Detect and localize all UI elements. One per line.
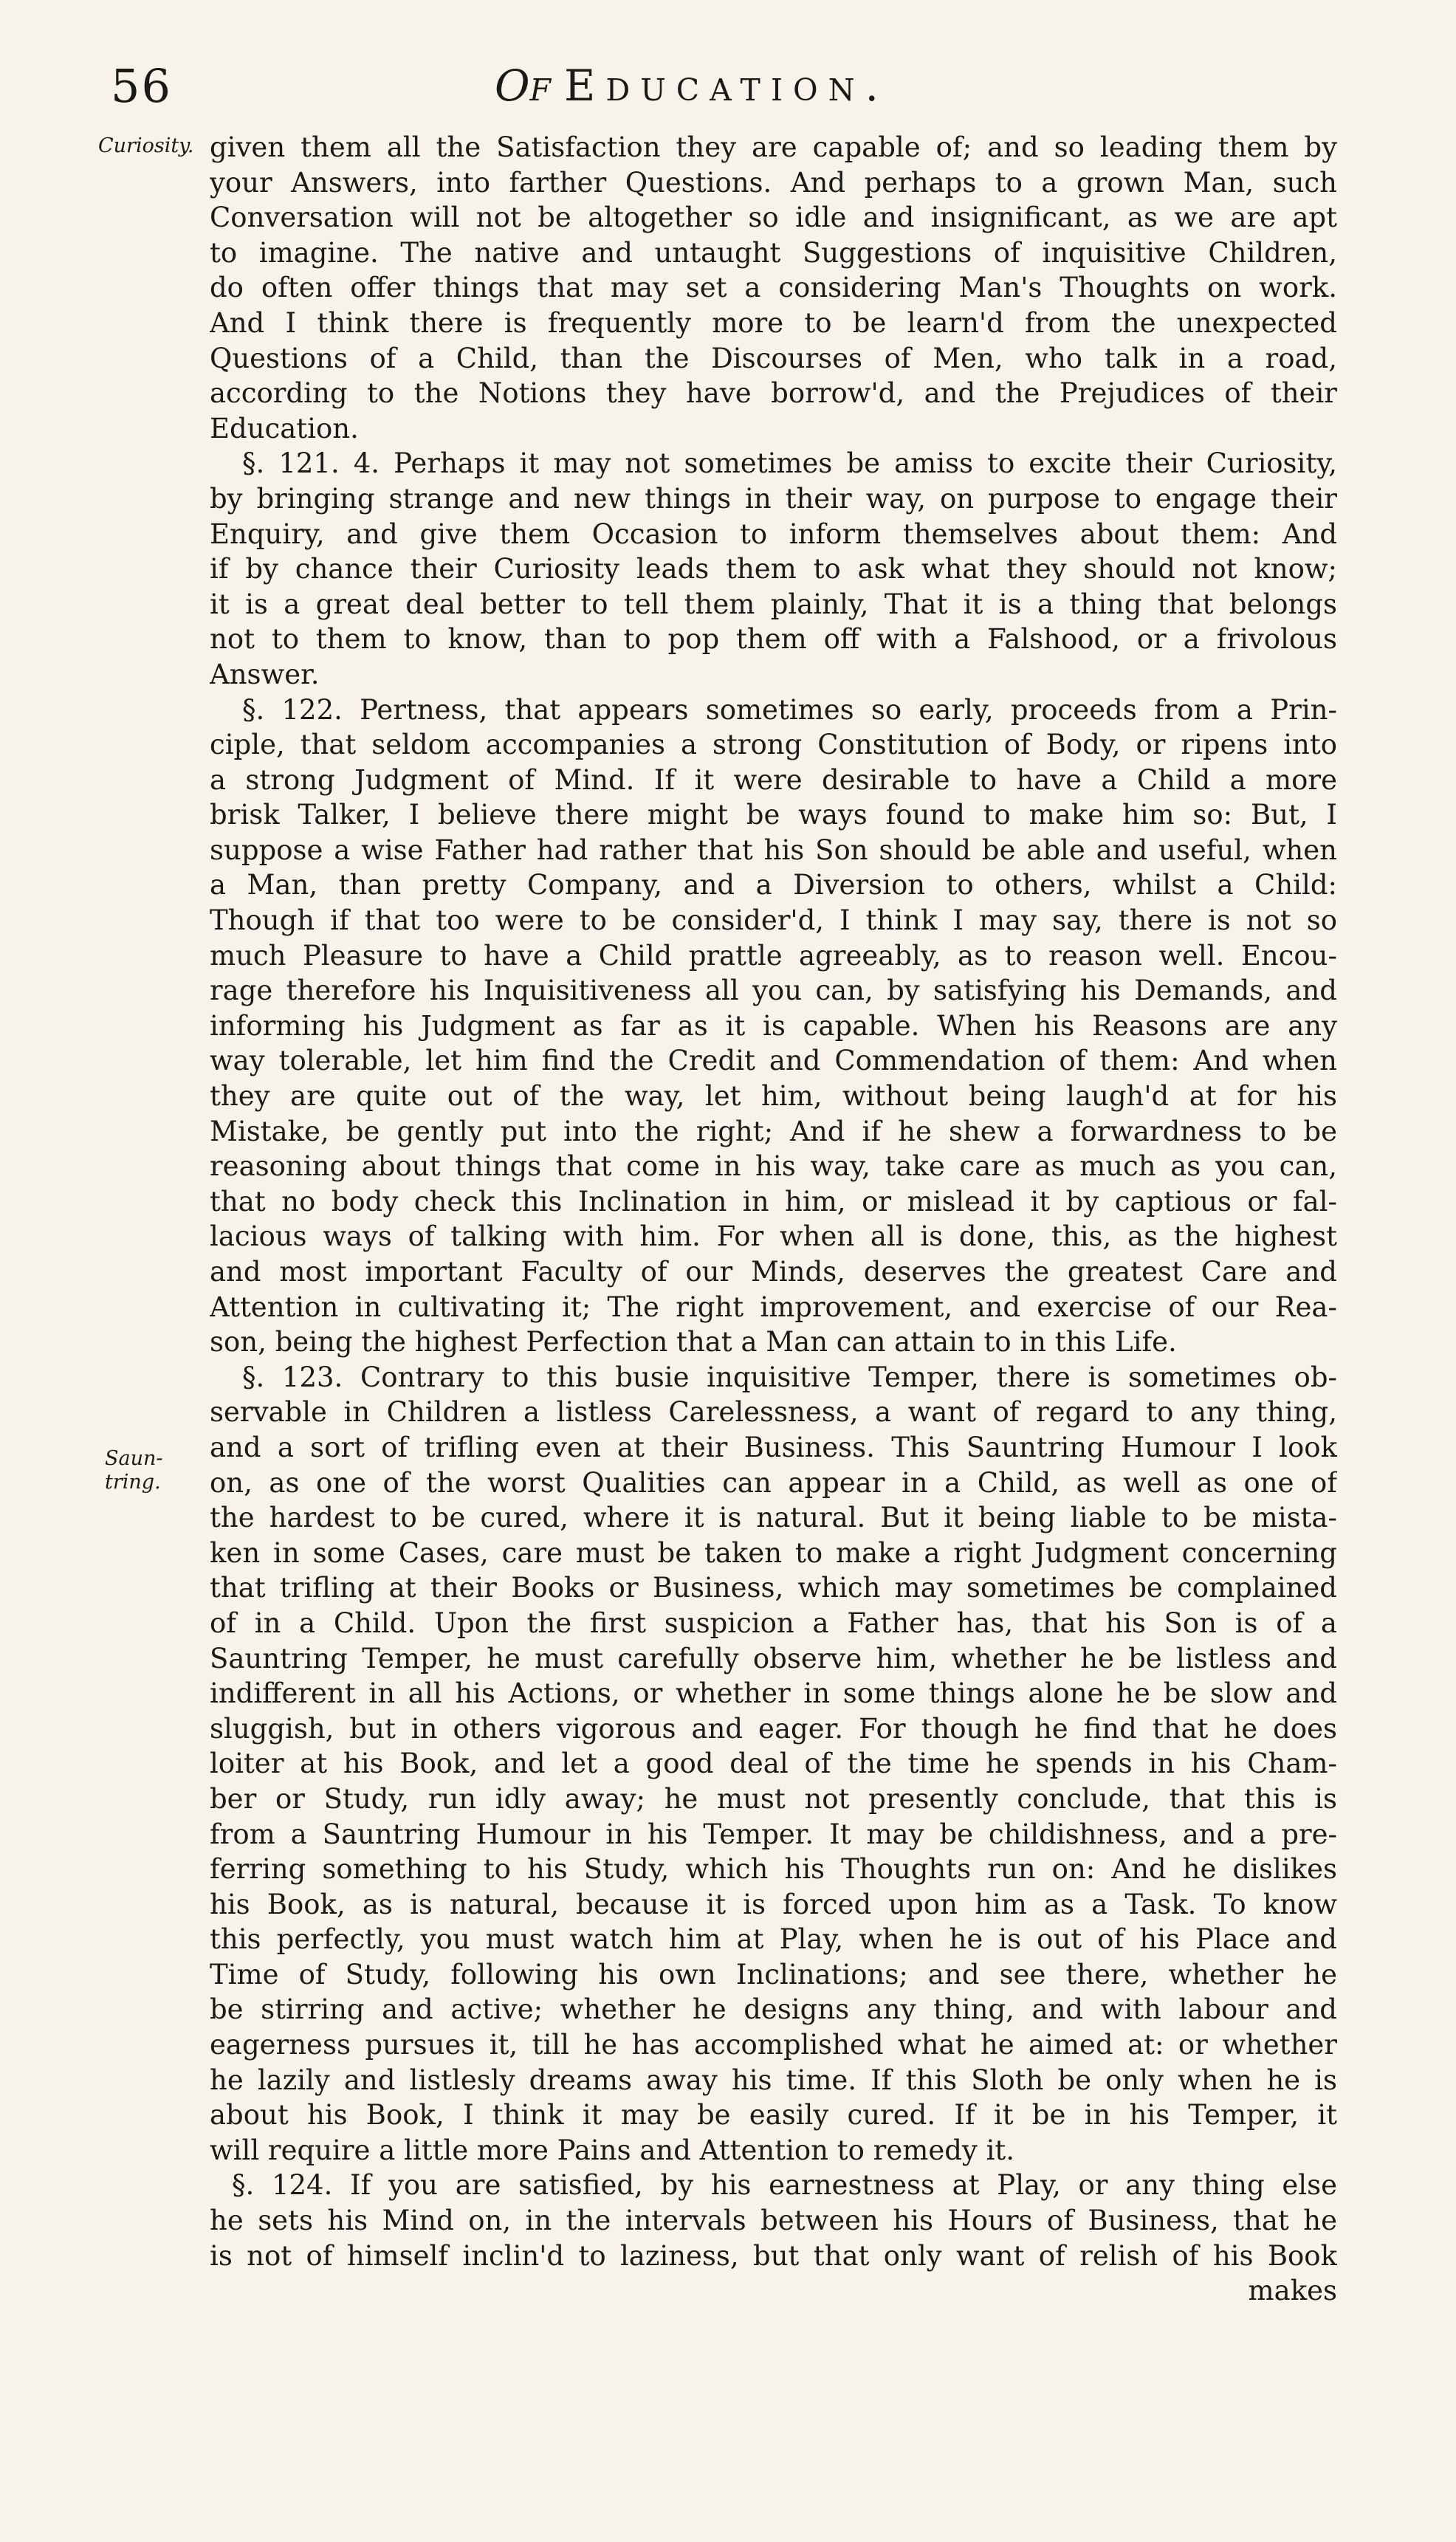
text-line: informing his Judgment as far as it is capable. When his Reasons are any — [210, 1009, 1337, 1042]
text-line: will require a little more Pains and Attention to remedy it. — [210, 2134, 1015, 2166]
page-header — [111, 52, 1381, 126]
text-line: of in a Child. Upon the first suspicion a Father has, that his Son is of a — [210, 1607, 1337, 1639]
text-line: Time of Study, following his own Inclinations; and see there, whether he — [210, 1958, 1337, 1990]
text-line: rage therefore his Inquisitiveness all you can, by satisfying his Demands, and — [210, 975, 1337, 1007]
text-line: he lazily and listlesly dreams away his time. If this Sloth be only when he is — [210, 2064, 1337, 2096]
text-line: And I think there is frequently more to be learn'd from the unexpected — [210, 306, 1337, 339]
text-line: his Book, as is natural, because it is forced upon him as a Task. To know — [210, 1888, 1337, 1920]
text-line: Mistake, be gently put into the right; And if he shew a forwardness to be — [210, 1115, 1337, 1147]
text-line: if by chance their Curiosity leads them to ask what they should not know; — [210, 553, 1337, 585]
text-line: Attention in cultivating it; The right improvement, and exercise of our Rea- — [210, 1291, 1337, 1323]
text-line: ferring something to his Study, which his Thoughts run on: And he dislikes — [210, 1853, 1337, 1886]
text-line: Questions of a Child, than the Discourses of Men, who talk in a road, — [210, 342, 1337, 374]
text-line: they are quite out of the way, let him, without being laugh'd at for his — [210, 1080, 1337, 1113]
text-line: indifferent in all his Actions, or whether in some things alone he be slow and — [210, 1677, 1337, 1710]
running-head-title: Education. — [564, 61, 889, 111]
text-line: loiter at his Book, and let a good deal of the time he spends in his Cham- — [210, 1748, 1337, 1780]
text-line: way tolerable, let him find the Credit and Commendation of them: And when — [210, 1045, 1337, 1077]
text-line: be stirring and active; whether he designs any thing, and with labour and — [210, 1993, 1337, 2026]
text-line: servable in Children a listless Carelessness, a want of regard to any thing, — [210, 1396, 1337, 1429]
text-line: and a sort of trifling even at their Business. This Sauntring Humour I look — [210, 1431, 1337, 1463]
text-line: do often offer things that may set a considering Man's Thoughts on work. — [210, 272, 1337, 304]
text-line: much Pleasure to have a Child prattle agreeably, as to reason well. Encou- — [210, 939, 1337, 972]
text-line: suppose a wise Father had rather that his Son should be able and useful, when — [210, 834, 1337, 866]
text-line: is not of himself inclin'd to laziness, but that only want of relish of his Book — [210, 2239, 1337, 2272]
text-line: given them all the Satisfaction they are capable of; and so leading them by — [210, 131, 1337, 163]
text-line: brisk Talker, I believe there might be ways found to make him so: But, I — [210, 799, 1337, 831]
text-line: Answer. — [210, 658, 320, 690]
text-line: Enquiry, and give them Occasion to inform themselves about them: And — [210, 518, 1337, 550]
text-line: Conversation will not be altogether so idle and insignificant, as we are apt — [210, 202, 1337, 234]
running-head-of: Of — [495, 61, 551, 111]
text-line: that trifling at their Books or Business, which may sometimes be complained — [210, 1572, 1337, 1604]
catchword: makes — [1248, 2275, 1337, 2307]
page-number: 56 — [111, 59, 172, 113]
text-line: your Answers, into farther Questions. And perhaps to a grown Man, such — [210, 166, 1337, 199]
text-line: ken in some Cases, care must be taken to make a right Judgment concerning — [210, 1536, 1337, 1569]
text-line: §. 124. If you are satisfied, by his earnestness at Play, or any thing else — [232, 2169, 1337, 2202]
text-line: eagerness pursues it, till he has accomplished what he aimed at: or whether — [210, 2029, 1337, 2061]
text-line: according to the Notions they have borrow'd, and the Prejudices of their — [210, 377, 1337, 410]
text-line: ber or Study, run idly away; he must not presently conclude, that this is — [210, 1782, 1337, 1815]
text-line: from a Sauntring Humour in his Temper. It may be childishness, and a pre- — [210, 1818, 1337, 1850]
text-line: §. 121. 4. Perhaps it may not sometimes be amiss to excite their Curiosity, — [242, 447, 1337, 480]
text-line: a strong Judgment of Mind. If it were desirable to have a Child a more — [210, 763, 1337, 796]
text-line: that no body check this Inclination in him, or mislead it by captious or fal- — [210, 1185, 1337, 1217]
text-line: §. 123. Contrary to this busie inquisitive Temper, there is sometimes ob- — [242, 1361, 1337, 1393]
text-line: lacious ways of talking with him. For when all is done, this, as the highest — [210, 1220, 1337, 1253]
margin-note-curiosity: Curiosity. — [98, 134, 194, 157]
text-line: sluggish, but in others vigorous and eager. For though he find that he does — [210, 1712, 1337, 1745]
text-line: and most important Faculty of our Minds, deserves the greatest Care and — [210, 1256, 1337, 1288]
text-line: a Man, than pretty Company, and a Diversion to others, whilst a Child: — [210, 869, 1337, 901]
text-line: ciple, that seldom accompanies a strong Constitution of Body, or ripens into — [210, 729, 1337, 761]
text-line: Though if that too were to be consider'd, I think I may say, there is not so — [210, 904, 1337, 937]
margin-note-sauntring-1: Saun- — [105, 1447, 163, 1470]
running-head — [495, 61, 889, 111]
text-line: it is a great deal better to tell them plainly, That it is a thing that belongs — [210, 588, 1337, 620]
text-line: the hardest to be cured, where it is natural. But it being liable to be mista- — [210, 1502, 1337, 1534]
text-line: not to them to know, than to pop them off with a Falshood, or a frivolous — [210, 623, 1337, 656]
text-line: by bringing strange and new things in their way, on purpose to engage their — [210, 482, 1337, 515]
text-line: Education. — [210, 412, 359, 444]
text-line: reasoning about things that come in his way, take care as much as you can, — [210, 1150, 1337, 1183]
margin-note-sauntring — [105, 1447, 163, 1494]
text-line: §. 122. Pertness, that appears sometimes so early, proceeds from a Prin- — [242, 693, 1337, 726]
text-line: this perfectly, you must watch him at Play, when he is out of his Place and — [210, 1923, 1337, 1956]
text-line: on, as one of the worst Qualities can appear in a Child, as well as one of — [210, 1466, 1337, 1499]
margin-note-sauntring-2: tring. — [105, 1471, 161, 1494]
body-text — [210, 130, 1337, 2309]
text-line: about his Book, I think it may be easily cured. If it be in his Temper, it — [210, 2099, 1337, 2131]
text-line: to imagine. The native and untaught Suggestions of inquisitive Children, — [210, 236, 1337, 269]
text-line: son, being the highest Perfection that a Man can attain to in this Life. — [210, 1326, 1177, 1358]
text-line: Sauntring Temper, he must carefully observe him, whether he be listless and — [210, 1642, 1337, 1674]
text-line: he sets his Mind on, in the intervals between his Hours of Business, that he — [210, 2205, 1337, 2237]
